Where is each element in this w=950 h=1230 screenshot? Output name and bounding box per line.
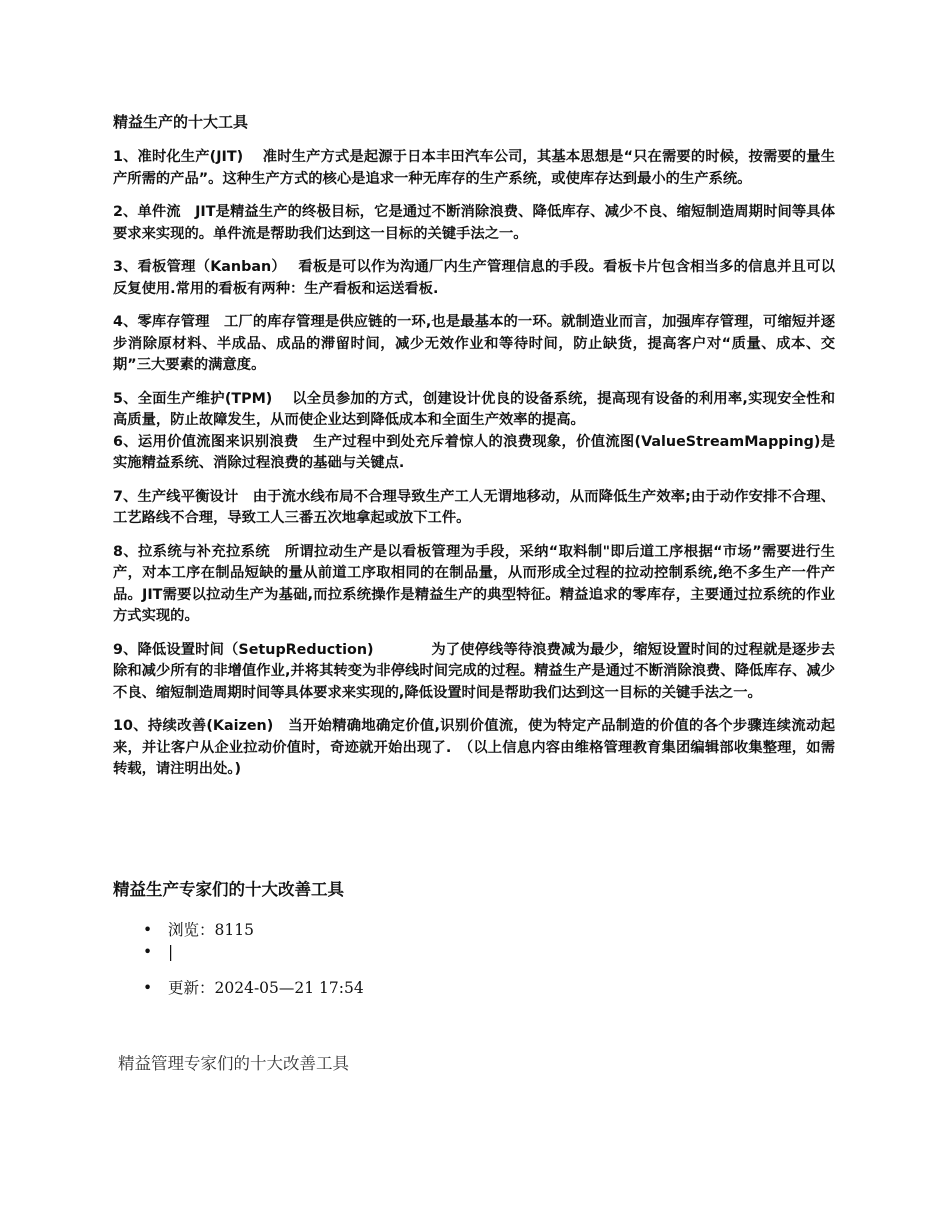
paragraph-pull-system: 8、拉系统与补充拉系统 所谓拉动生产是以看板管理为手段，采纳“取料制"即后道工序根据“市场”需要进行生产，对本工序在制品短缺的量从前道工序取相同的在制品量，从而形成全过程的拉动控制系统,绝不多生产一件产品。JIT需要以拉动生产为基础,而拉系统操作是精益生产的典型特征。精益追求的零库存，主要通过拉系统的作业方式实现的。 [113, 543, 835, 624]
paragraph-line-balancing: 7、生产线平衡设计 由于流水线布局不合理导致生产工人无谓地移动，从而降低生产效率;由于动作安排不合理、工艺路线不合理，导致工人三番五次地拿起或放下工件。 [113, 488, 835, 526]
article-meta-list [143, 918, 364, 1000]
article-heading: 精益生产专家们的十大改善工具 [113, 880, 344, 899]
views-count: • 浏览：8115 [143, 918, 364, 942]
meta-separator: • | [143, 942, 364, 962]
updated-time: • 更新：2024-05—21 17:54 [143, 976, 364, 1000]
paragraph-tpm: 5、全面生产维护(TPM) 以全员参加的方式，创建设计优良的设备系统，提高现有设备的利用率,实现安全性和高质量，防止故障发生，从而使企业达到降低成本和全面生产效率的提高。 [113, 390, 835, 428]
paragraph-zero-inventory: 4、零库存管理 工厂的库存管理是供应链的一环,也是最基本的一环。就制造业而言，加强库存管理，可缩短并逐步消除原材料、半成品、成品的滞留时间，减少无效作业和等待时间，防止缺货，提高客户对“质量、成本、交期”三大要素的满意度。 [113, 314, 835, 373]
paragraph-kanban: 3、看板管理（Kanban） 看板是可以作为沟通厂内生产管理信息的手段。看板卡片包含相当多的信息并且可以反复使用.常用的看板有两种：生产看板和运送看板. [113, 259, 835, 297]
document-title: 精益生产的十大工具 [113, 113, 249, 131]
document-body [113, 112, 835, 793]
paragraph-single-piece-flow: 2、单件流 JIT是精益生产的终极目标，它是通过不断消除浪费、降低库存、减少不良、缩短制造周期时间等具体要求来实现的。单件流是帮助我们达到这一目标的关键手法之一。 [113, 204, 835, 242]
paragraph-value-stream: 6、运用价值流图来识别浪费 生产过程中到处充斥着惊人的浪费现象，价值流图(ValueStreamMapping)是实施精益系统、消除过程浪费的基础与关键点. [113, 433, 835, 471]
article-subtitle: 精益管理专家们的十大改善工具 [118, 1054, 349, 1073]
paragraph-jit: 1、准时化生产(JIT) 准时生产方式是起源于日本丰田汽车公司，其基本思想是“只在需要的时候，按需要的量生产所需的产品”。这种生产方式的核心是追求一种无库存的生产系统，或使库存达到最小的生产系统。 [113, 149, 835, 187]
paragraph-kaizen: 10、持续改善(Kaizen) 当开始精确地确定价值,识别价值流，使为特定产品制造的价值的各个步骤连续流动起来，并让客户从企业拉动价值时，奇迹就开始出现了. （以上信息内容由维格管理教育集团编辑部收集整理，如需转载，请注明出处。) [113, 718, 835, 777]
paragraph-setup-reduction: 9、降低设置时间（SetupReduction) 为了使停线等待浪费减为最少，缩短设置时间的过程就是逐步去除和减少所有的非增值作业,并将其转变为非停线时间完成的过程。精益生产是通过不断消除浪费、降低库存、减少不良、缩短制造周期时间等具体要求来实现的,降低设置时间是帮助我们达到这一目标的关键手法之一。 [113, 641, 835, 701]
